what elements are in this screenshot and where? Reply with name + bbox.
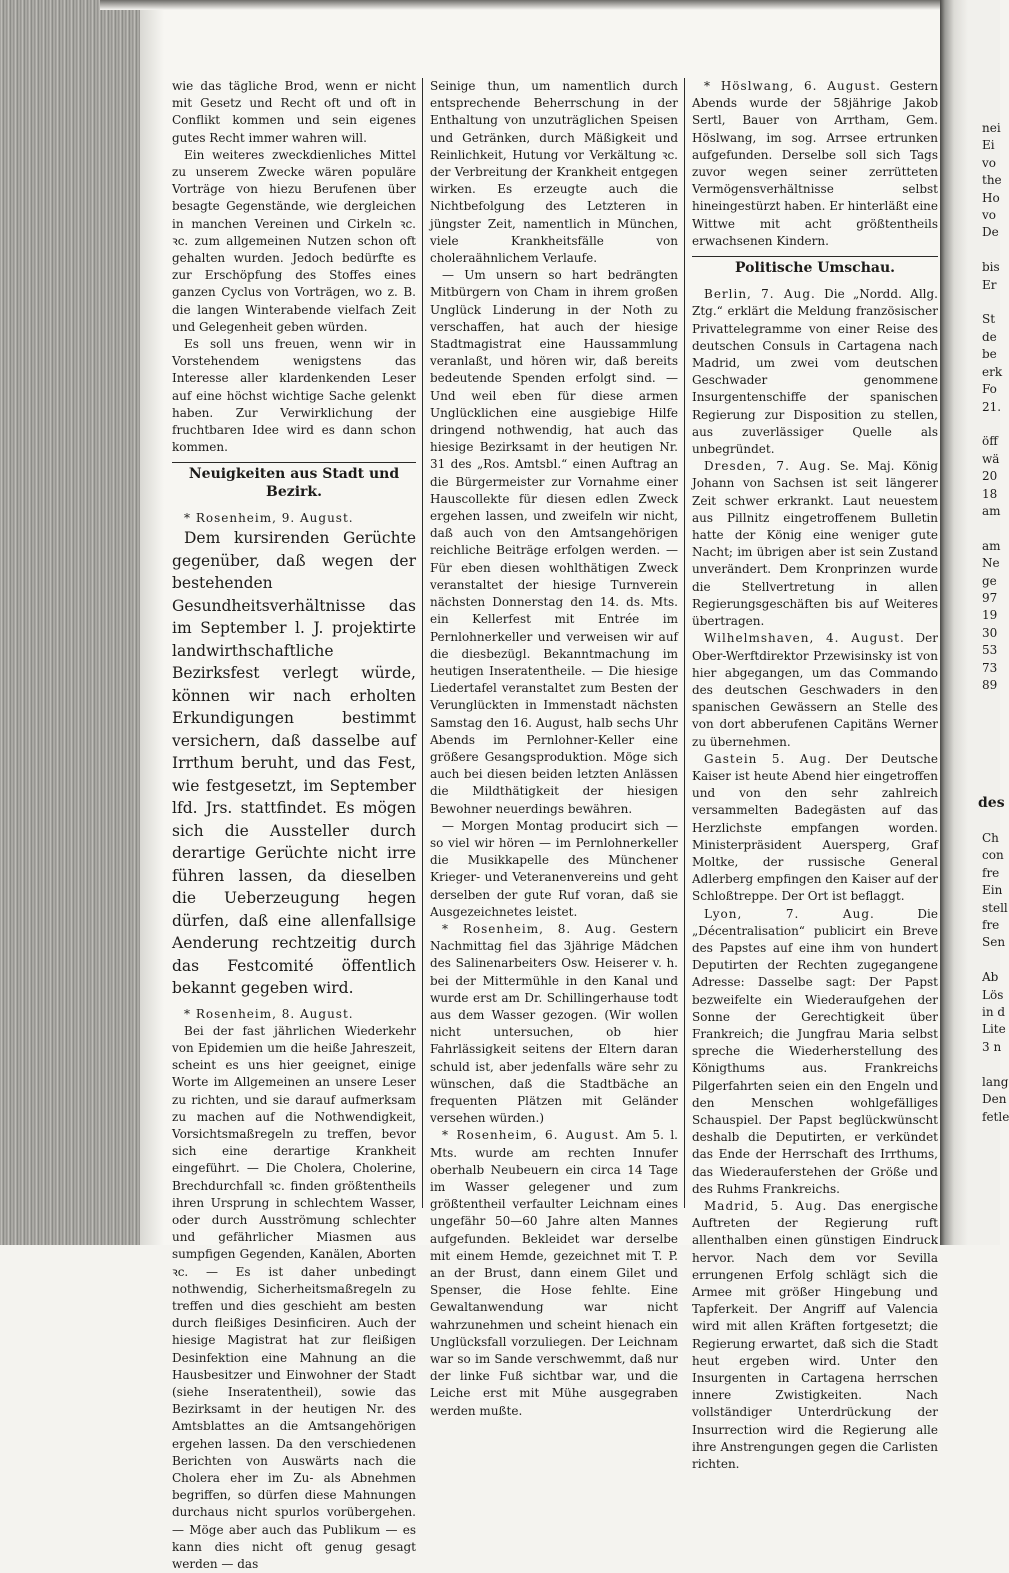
edge-line: 20 [982, 469, 998, 484]
dateline: Berlin, 7. Aug. [704, 287, 816, 302]
edge-line: Ein [982, 883, 1003, 898]
paragraph: Ein weiteres zweckdienliches Mittel zu unserem Zwecke wären populäre Vorträge von hiezu Berufenen über besagte Gegenstände, wie dergleichen in manchen Vereinen und Cirkeln ꝛc. ꝛc. zum allgemeinen Nutzen schon oft gehalten wurden. Jedoch bedürfte es zur Erschöpfung des Stoffes eines ganzen Cyclus von Vorträgen, wo z. B. die langen Winterabende vielfach Zeit und Gelegenheit geben würden. [172, 147, 416, 334]
next-page-heading: des [978, 795, 1005, 811]
paragraph [692, 78, 938, 250]
dateline: * Rosenheim, 8. August. [184, 1006, 354, 1021]
edge-line: con [982, 848, 1004, 863]
edge-line: 18 [982, 486, 998, 501]
paragraph-text: Am 5. l. Mts. wurde am rechten Innufer oberhalb Neubeuern ein circa 14 Tage im Wasser gelegener und zum größtentheil verfaulter Leichnam eines ungefähr 50—60 Jahre alten Mannes aufgefunden. Bekleidet war derselbe mit einem Hemde, gezeichnet mit T. P. an der Brust, dann einem Gilet und Spenser, die Hose fehlte. Eine Gewaltanwendung war nicht wahrzunehmen und scheint hienach ein Unglücksfall vorzuliegen. Der Leichnam war so im Sande verschwemmt, daß nur der linke Fuß sichtbar war, und die Leiche erst mit Mühe ausgegraben werden mußte. [430, 1128, 678, 1418]
edge-line: 19 [982, 608, 998, 623]
dateline: * Höslwang, 6. August. [704, 79, 881, 93]
section-heading-politics: Politische Umschau. [692, 256, 938, 280]
paragraph: Bei der fast jährlichen Wiederkehr von Epidemien um die heiße Jahreszeit, scheint es uns hier geeignet, einige Worte im Allgemeinen an unsere Leser zu richten, und sie darauf aufmerksam zu machen auf die Nothwendigkeit, Vorsichtsmaßregeln zu treffen, bevor sich eine derartige Krankheit eingeführt. — Die Cholera, Cholerine, Brechdurchfall ꝛc. finden größtentheils ihren Ursprung in schlechtem Wasser, oder durch Ausströmung schlechter und gefährlicher Miasmen aus sumpfigen Gegenden, Kanälen, Aborten ꝛc. — Es ist daher unbedingt nothwendig, Sicherheitsmaßregeln zu treffen und dies geschieht am besten durch fleißiges Desinficiren. Auch der hiesige Magistrat hat zur fleißigen Desinfektion eine Mahnung an die Hausbesitzer und Einwohner der Stadt (siehe Inseratentheil), sowie das Bezirksamt in der heutigen Nr. des Amtsblattes an die Amtsangehörigen ergehen lassen. Da den verschiedenen Berichten von Auswärts nach die Cholera eher im Zu- als Abnehmen begriffen, so dürfen diese Mahnungen durchaus nicht spurlos vorübergehen. — Möge aber auch das Publikum — es kann dies nicht oft genug gesagt werden — das [172, 1023, 416, 1572]
lead-paragraph: Dem kursirenden Gerüchte gegenüber, daß wegen der bestehenden Gesundheitsverhältnisse das im September l. J. projektirte landwirthschaftliche Bezirksfest verlegt würde, können wir nach erholten Erkundigungen bestimmt versichern, daß dasselbe auf Irrthum beruht, und das Fest, wie festgesetzt, im September lfd. Jrs. stattfindet. Es mögen sich die Aussteller durch derartige Gerüchte nicht irre führen lassen, da dieselben die Ueberzeugung hegen dürfen, daß eine allenfallsige Aenderung rechtzeitig durch das Festcomité öffentlich bekannt gegeben wird. [172, 529, 416, 998]
dateline: Lyon, 7. Aug. [704, 906, 875, 921]
edge-line: 21. [982, 399, 1002, 414]
paragraph [692, 286, 938, 458]
column-rule-2 [684, 78, 685, 1208]
dateline: Wilhelmshaven, 4. August. [704, 631, 905, 646]
edge-line: fetle [982, 1109, 1009, 1124]
edge-line: bis [982, 260, 1000, 275]
next-page-text-bottom [982, 830, 1009, 1126]
book-binding [0, 0, 140, 1245]
edge-line: stell [982, 900, 1008, 915]
edge-line: De [982, 225, 999, 240]
edge-line: 97 [982, 590, 998, 605]
dateline: Dresden, 7. Aug. [704, 459, 832, 474]
edge-line [982, 242, 1000, 259]
paragraph: — Um unsern so hart bedrängten Mitbürgern von Cham in ihrem großen Unglück Linderung in der Noth zu verschaffen, hat auch der hiesige Stadtmagistrat eine Haussammlung veranlaßt, und hören wir, daß bereits bedeutende Spenden erfolgt sind. — Und weil eben für diese armen Unglücklichen eine ausgiebige Hilfe dringend nothwendig, hat auch das hiesige Bezirksamt in der heutigen Nr. 31 des „Ros. Amtsbl.“ einen Auftrag an die Bürgermeister zur Vornahme einer Hauscollekte für diesen edlen Zweck ergehen lassen, und zweifeln wir nicht, daß auch von den Amtsangehörigen reichliche Beiträge erfolgen werden. — Für eben diesen wohlthätigen Zweck veranstaltet der hiesige Turnverein nächsten Donnerstag den 14. ds. Mts. ein Kellerfest mit Entrée im Pernlohnerkeller und verweisen wir auf die diesbezügl. Bekanntmachung im heutigen Inseratentheile. — Die hiesige Liedertafel veranstaltet zum Besten der Verunglückten in Immenstadt nächsten Samstag den 16. August, halb sechs Uhr Abends im Pernlohner-Keller eine größere Gesangsproduktion. Möge sich auch bei diesen beiden letzten Anlässen die Mildthätigkeit der hiesigen Bewohner neuerdings bewähren. [430, 268, 678, 816]
edge-line: nei [982, 121, 1001, 135]
paragraph [692, 751, 938, 906]
column-1 [172, 78, 416, 1573]
column-2 [430, 78, 678, 1420]
edge-line: fre [982, 918, 1000, 933]
edge-line [982, 520, 1000, 537]
dateline: * Rosenheim, 9. August. [184, 510, 354, 525]
edge-line [982, 952, 1000, 969]
binding-shadow [140, 0, 164, 1245]
edge-line: lang [982, 1074, 1009, 1089]
gutter-shadow [940, 0, 968, 1245]
dateline: Gastein 5. Aug. [704, 751, 832, 766]
edge-line: Er [982, 277, 997, 292]
edge-line: öff [982, 434, 998, 449]
column-rule-1 [422, 78, 423, 1208]
edge-line: Fo [982, 382, 997, 397]
column-3 [692, 78, 938, 1473]
paragraph [692, 630, 938, 750]
paragraph-text: Se. Maj. König Johann von Sachsen ist seit längerer Zeit schwer erkrankt. Laut neuestem aus Pillnitz eingetroffenem Bulletin hatte der König eine weniger gute Nacht; im übrigen aber ist sein Zustand unverändert. Dem Kronprinzen wurde die Stellvertretung in allen Regierungsgeschäften bis auf Weiteres übertragen. [692, 459, 938, 629]
paragraph: wie das tägliche Brod, wenn er nicht mit Gesetz und Recht oft und oft in Conflikt kommen und sein eigenes gutes Recht immer wahren will. [172, 79, 416, 145]
edge-line: Ab [982, 970, 999, 985]
edge-line: 89 [982, 678, 998, 692]
edge-line: 30 [982, 625, 998, 640]
edge-line: erk [982, 364, 1003, 379]
edge-line: be [982, 347, 997, 362]
dateline: * Rosenheim, 8. Aug. [442, 921, 617, 936]
edge-line: am [982, 538, 1001, 553]
paragraph [692, 1198, 938, 1473]
section-heading-local-news: Neuigkeiten aus Stadt und Bezirk. [172, 462, 416, 503]
edge-line: Ho [982, 190, 1000, 205]
edge-line: Ch [982, 831, 999, 845]
paragraph-text: Gestern Nachmittag fiel das 3jährige Mädchen des Salinenarbeiters Osw. Heiserer v. h. bei der Mittermühle in den Kanal und wurde erst am Dr. Schillingerhause todt aus dem Wasser gezogen. (Wir wollen nicht untersuchen, ob hier Fahrlässigkeit seitens der Eltern daran schuld ist, aber jedenfalls wäre sehr zu wünschen, daß die Stadtbäche an frequenten Plätzen mit Geländer versehen würden.) [430, 921, 678, 1126]
edge-line: am [982, 503, 1001, 518]
edge-line: Ei [982, 138, 995, 153]
edge-line: ge [982, 573, 997, 588]
paragraph-text: Gestern Abends wurde der 58jährige Jakob Sertl, Bauer von Arrtham, Gem. Höslwang, im sog. Arrsee ertrunken aufgefunden. Derselbe soll sich Tags zuvor wegen seiner zerrütteten Vermögensverhältnisse selbst hineingestürzt haben. Er hinterläßt eine Wittwe mit acht größtentheils erwachsenen Kindern. [692, 79, 938, 248]
edge-line: Sen [982, 935, 1006, 950]
edge-line: 73 [982, 660, 998, 675]
edge-line [982, 294, 1000, 311]
edge-line: in d [982, 1005, 1006, 1020]
edge-line: Lös [982, 987, 1004, 1002]
edge-line: de [982, 329, 997, 344]
edge-line: wä [982, 451, 1000, 466]
paragraph-text: Der Ober-Werftdirektor Przewisinsky ist von hier abgegangen, um das Commando des deutschen Geschwaders in den spanischen Gewässern an Stelle des von dort abberufenen Capitäns Werner zu übernehmen. [692, 631, 938, 749]
paragraph [692, 458, 938, 630]
dateline: * Rosenheim, 6. August. [442, 1128, 620, 1143]
edge-line: vo [982, 208, 997, 223]
paragraph [430, 1127, 678, 1419]
edge-line [982, 1056, 1000, 1073]
paragraph: Es soll uns freuen, wenn wir in Vorstehendem wenigstens das Interesse aller klardenkenden Leser auf eine höchst wichtige Sache gelenkt haben. Zur Verwirklichung der fruchtbaren Idee wird es dann schon kommen. [172, 337, 416, 455]
paragraph: Seinige thun, um namentlich durch entsprechende Beherrschung in der Enthaltung von unzuträglichen Speisen und Getränken, durch Mäßigkeit und Reinlichkeit, Hutung vor Verkältung ꝛc. der Verbreitung der Krankheit entgegen wirken. Es erzeugte auch die Nichtbefolgung des Letzteren in jüngster Zeit, namentlich in München, viele Krankheitsfälle von choleraähnlichem Verlaufe. [430, 79, 678, 266]
edge-line: 53 [982, 643, 998, 658]
edge-line: vo [982, 155, 997, 170]
top-edge-shadow [100, 0, 940, 10]
next-page-text-top [982, 120, 1003, 694]
paragraph-text: Der Deutsche Kaiser ist heute Abend hier eingetroffen und von den sehr zahlreich versammelten Badegästen auf das Herzlichste empfangen worden. Ministerpräsident Auersperg, Graf Moltke, der russische General Adlerberg empfingen den Kaiser auf der Schloßtreppe. Der Ort ist beflaggt. [692, 751, 939, 904]
paragraph-text: Die „Nordd. Allg. Ztg.“ erklärt die Meldung französischer Privattelegramme von einer Reise des deutschen Consuls in Cartagena nach Madrid, um zwei vom deutschen Geschwader genommene Insurgentenschiffe der spanischen Regierung zur Disposition zu stellen, aus zuverlässiger Quelle als unbegründet. [692, 287, 938, 457]
edge-line: Ne [982, 556, 1000, 571]
edge-line: fre [982, 865, 1000, 880]
edge-line: 3 n [982, 1039, 1002, 1054]
paragraph-text: Das energische Auftreten der Regierung ruft allenthalben einen günstigen Eindruck hervor. Nach dem vor Sevilla errungenen Erfolg schlägt sich die Armee mit größer Hingebung und Tapferkeit. Der Angriff auf Valencia wird mit allen Kräften fortgesetzt; die Regierung erwartet, daß sich die Stadt heut ergeben wird. Unter den Insurgenten in Cartagena herrschen innere Zwistigkeiten. Nach vollständiger Unterdrückung der Insurrection wird die Regierung alle ihre Anstrengungen gegen die Carlisten richten. [692, 1199, 938, 1472]
edge-line: Den [982, 1092, 1007, 1107]
edge-line [982, 416, 1000, 433]
paragraph-text: Die „Décentralisation“ publicirt ein Breve des Papstes auf eine ihm von hundert Deputirten der Rechten zugegangene Adresse: Dasselbe sagt: Der Papst bezweifelte ein Wiederaufgehen der Sonne der Gerechtigkeit über Frankreich; die Jungfrau Maria selbst spreche die Wiederherstellung des Königthums aus. Frankreichs Pilgerfahrten seien ein den Engeln und den Menschen wohlgefälliges Schauspiel. Der Papst beglückwünscht deshalb die Deputirten, er verkündet das Ende der Herrschaft des Irrthums, das Wiederauferstehen der Größe und des Ruhms Frankreichs. [692, 906, 938, 1196]
paragraph [430, 921, 678, 1127]
edge-line: Lite [982, 1022, 1006, 1037]
paragraph [692, 906, 938, 1198]
paragraph: — Morgen Montag producirt sich — so viel wir hören — im Pernlohnerkeller die Musikkapelle des Münchener Krieger- und Veteranenvereins und geht derselben der gute Ruf voran, daß sie Ausgezeichnetes leistet. [430, 818, 678, 919]
edge-line: the [982, 173, 1002, 188]
edge-line: St [982, 312, 996, 327]
dateline: Madrid, 5. Aug. [704, 1199, 828, 1213]
